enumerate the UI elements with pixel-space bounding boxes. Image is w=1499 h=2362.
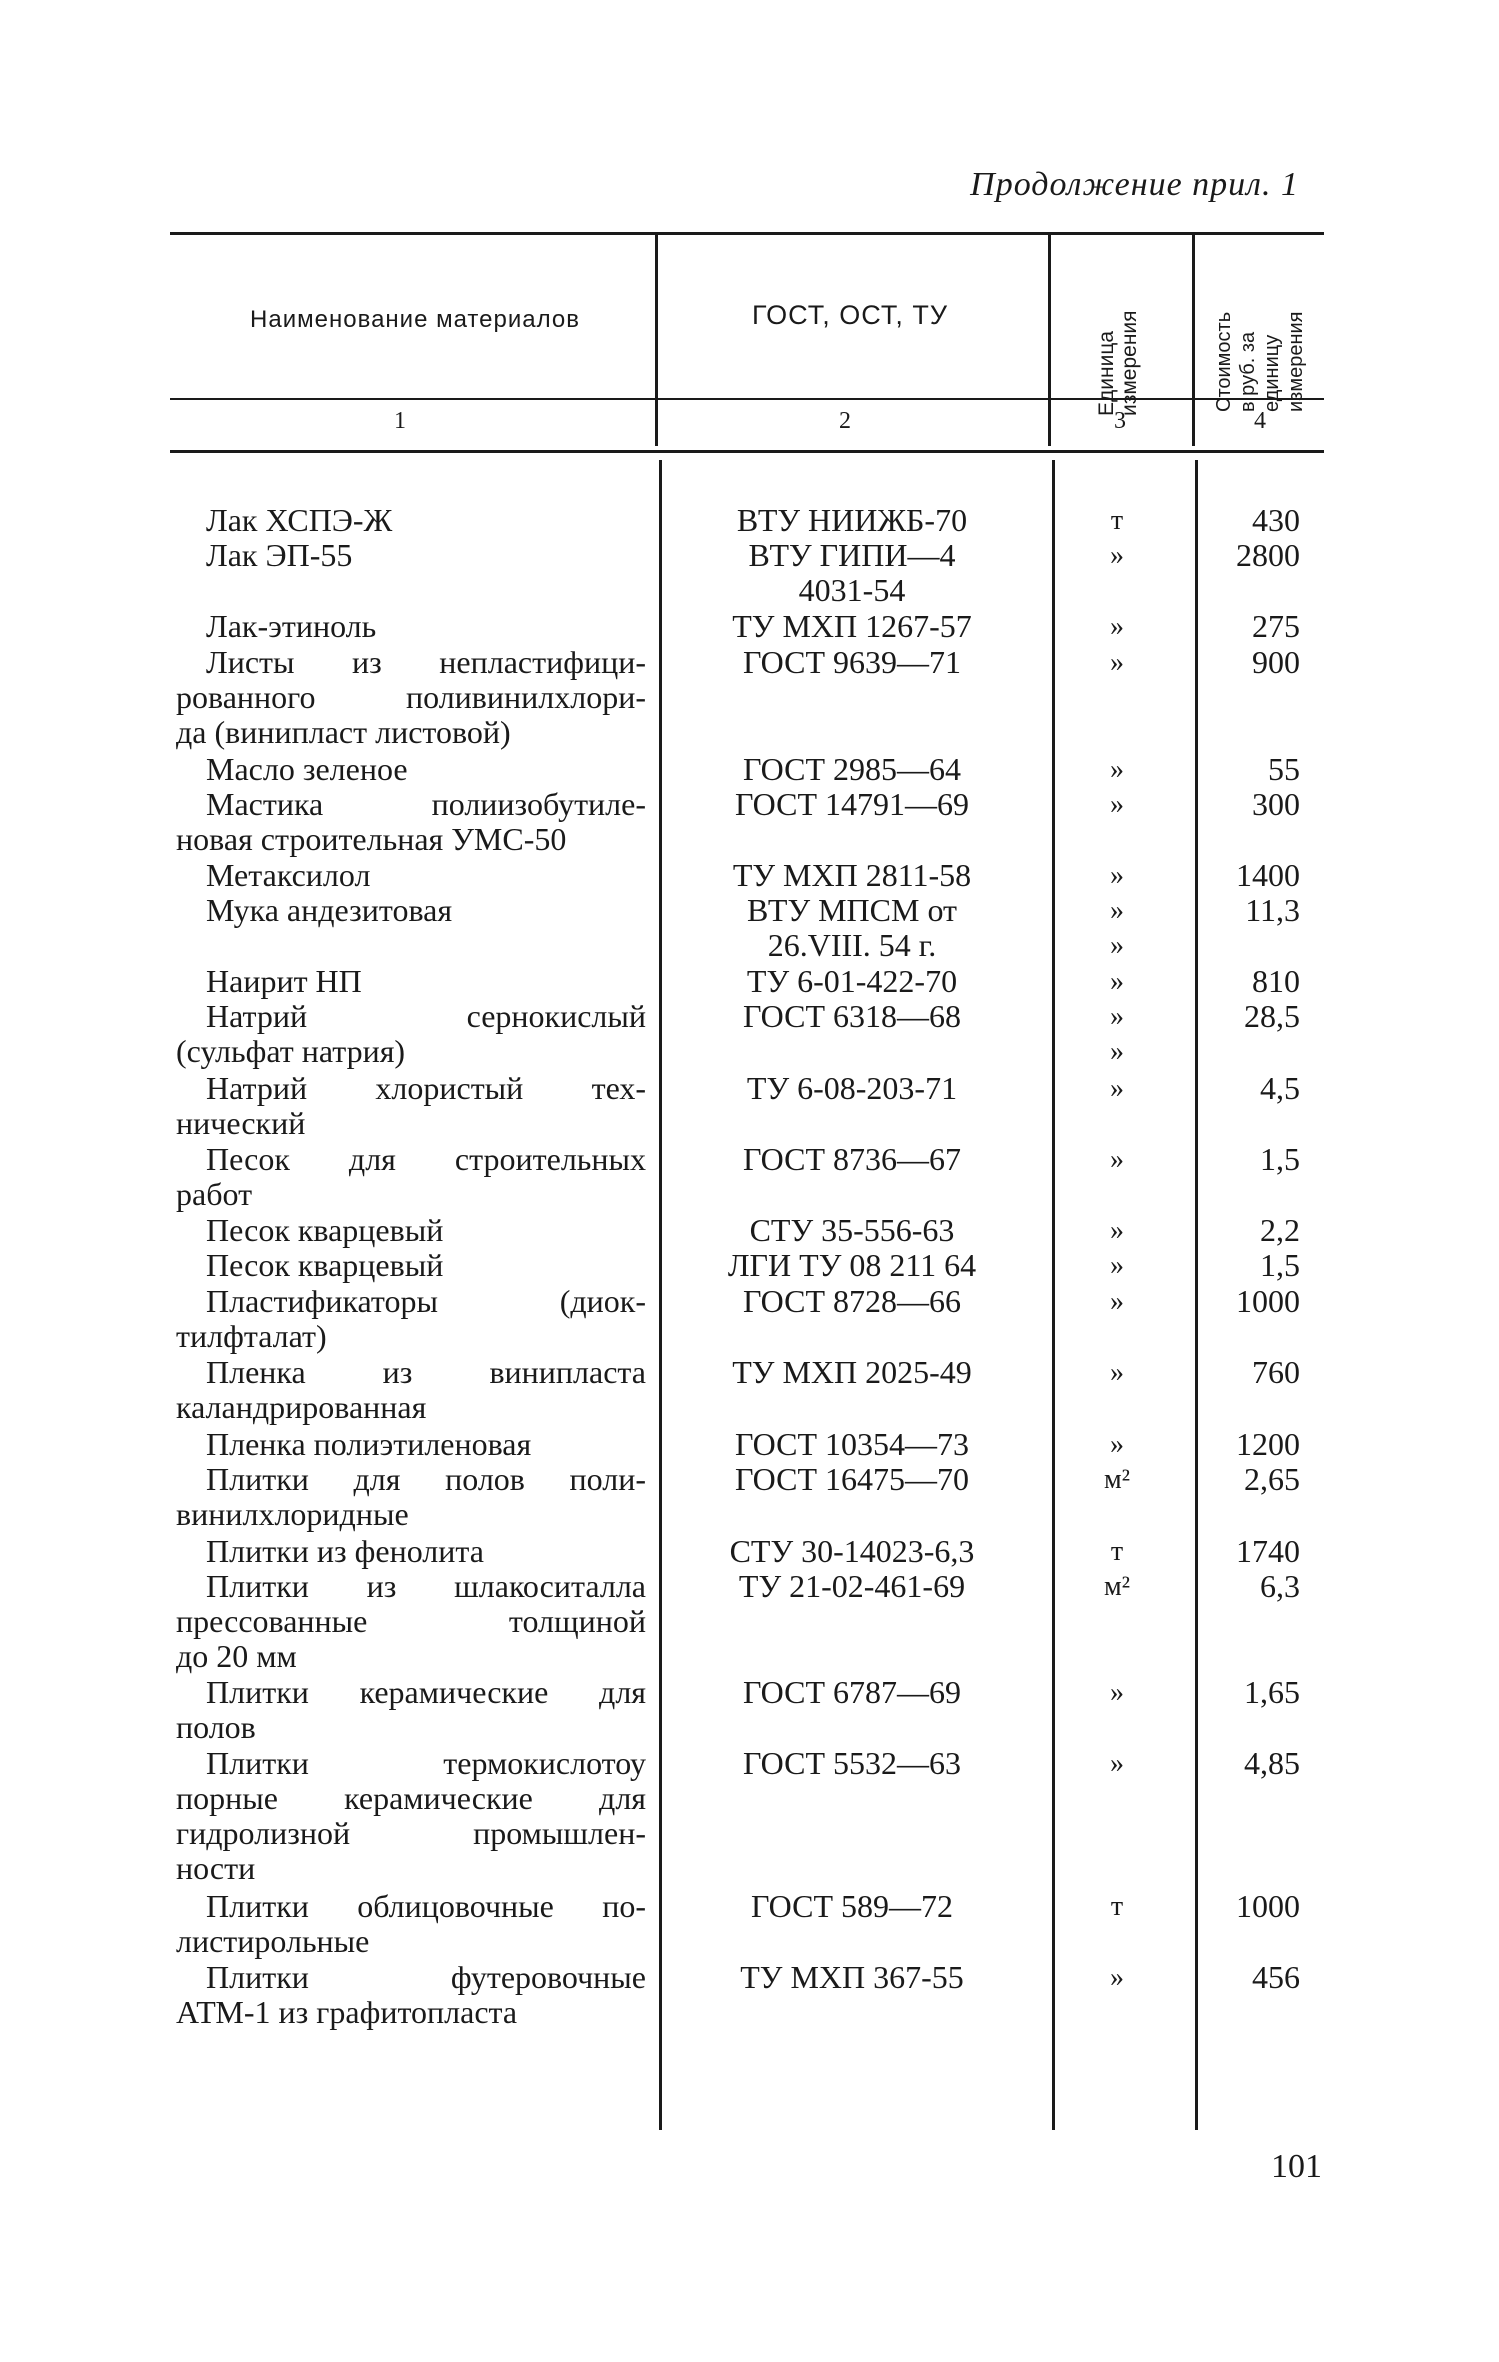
cell-name	[176, 1462, 646, 1532]
cell-unit	[1052, 503, 1182, 538]
unit-line: »	[1110, 540, 1124, 571]
cell-name	[176, 609, 646, 644]
name-line: Пленка полиэтиленовая	[206, 1426, 532, 1462]
unit-line: »	[1110, 860, 1124, 891]
cell-gost	[662, 1284, 1042, 1319]
price-line: 810	[1252, 963, 1300, 999]
cell-unit	[1052, 609, 1182, 644]
gost-line: ГОСТ 6318—68	[742, 998, 962, 1034]
cell-gost	[662, 964, 1042, 999]
header-price-line: единицу	[1261, 334, 1283, 412]
cell-name	[176, 1248, 646, 1283]
name-line: работ	[176, 1176, 253, 1212]
body-divider-3	[1195, 460, 1198, 2130]
cell-name	[176, 1213, 646, 1248]
name-line: винилхлоридные	[176, 1496, 409, 1532]
cell-gost	[662, 1569, 1042, 1604]
column-number-1: 1	[394, 408, 406, 434]
name-line: Песок кварцевый	[206, 1212, 444, 1248]
name-line: Плитки из фенолита	[206, 1533, 484, 1569]
gost-line: ТУ МХП 1267-57	[732, 608, 972, 644]
name-line: Плитки облицовочные по-	[206, 1888, 646, 1924]
gost-line: ТУ 6-01-422-70	[746, 963, 958, 999]
name-line: Натрий хлористый тех-	[206, 1070, 646, 1106]
cell-gost	[662, 999, 1042, 1034]
header-unit-line: Единица	[1095, 330, 1118, 416]
name-line: новая строительная УМС-50	[176, 821, 567, 857]
column-number-4: 4	[1254, 408, 1266, 434]
gost-line: ГОСТ 10354—73	[734, 1426, 970, 1462]
name-line: полов	[176, 1709, 256, 1745]
gost-line: СТУ 30-14023-6,3	[729, 1533, 975, 1569]
cell-price	[1200, 1355, 1300, 1390]
unit-line: »	[1110, 1429, 1124, 1460]
price-line: 275	[1252, 608, 1300, 644]
cell-name	[176, 1284, 646, 1354]
cell-unit	[1052, 1889, 1182, 1924]
unit-line: т	[1110, 505, 1124, 536]
unit-line: »	[1110, 1748, 1124, 1779]
gost-line: ТУ 21-02-461-69	[738, 1568, 966, 1604]
cell-unit	[1052, 1284, 1182, 1319]
name-line: до 20 мм	[176, 1638, 297, 1674]
unit-line: »	[1110, 1073, 1124, 1104]
price-line: 430	[1252, 502, 1300, 538]
cell-gost	[662, 1427, 1042, 1462]
price-line: 28,5	[1244, 998, 1300, 1034]
price-line: 1400	[1236, 857, 1300, 893]
cell-unit	[1052, 964, 1182, 999]
cell-name	[176, 1071, 646, 1141]
cell-name	[176, 1746, 646, 1886]
price-line: 4,85	[1244, 1745, 1300, 1781]
cell-price	[1200, 1248, 1300, 1283]
gost-line: ГОСТ 8736—67	[742, 1141, 962, 1177]
cell-name	[176, 787, 646, 857]
gost-line: ГОСТ 5532—63	[742, 1745, 962, 1781]
price-line: 1,5	[1260, 1141, 1300, 1177]
table-top-rule	[170, 232, 1324, 235]
price-line: 1200	[1236, 1426, 1300, 1462]
unit-line: »	[1110, 1962, 1124, 1993]
cell-price	[1200, 609, 1300, 644]
header-price-line: Стоимость	[1213, 311, 1235, 412]
cell-price	[1200, 1142, 1300, 1177]
name-line: Плитки для полов поли-	[206, 1461, 646, 1497]
cell-price	[1200, 538, 1300, 573]
unit-line: т	[1110, 1536, 1124, 1567]
cell-unit	[1052, 1746, 1182, 1781]
price-line: 2,65	[1244, 1461, 1300, 1497]
cell-price	[1200, 964, 1300, 999]
cell-name	[176, 1355, 646, 1425]
cell-name	[176, 1675, 646, 1745]
name-line: Мастика полиизобутиле-	[206, 786, 646, 822]
cell-price	[1200, 1284, 1300, 1319]
price-line: 2800	[1236, 537, 1300, 573]
gost-line: ГОСТ 589—72	[750, 1888, 954, 1924]
name-line: порные керамические для	[176, 1780, 646, 1816]
price-line: 1,5	[1260, 1247, 1300, 1283]
price-line: 6,3	[1260, 1568, 1300, 1604]
name-line: Песок для строительных	[206, 1141, 646, 1177]
gost-line: ТУ МХП 367-55	[740, 1959, 964, 1995]
continuation-label: Продолжение прил. 1	[970, 166, 1299, 203]
cell-gost	[662, 503, 1042, 538]
cell-gost	[662, 1675, 1042, 1710]
header-price-line: измерения	[1285, 311, 1307, 412]
cell-unit	[1052, 1071, 1182, 1106]
name-line: ности	[176, 1850, 256, 1886]
unit-line: »	[1110, 1677, 1124, 1708]
name-line: Пластификаторы (диок-	[206, 1283, 646, 1319]
cell-gost	[662, 645, 1042, 680]
column-divider-1	[655, 234, 658, 446]
unit-line: »	[1110, 1286, 1124, 1317]
header-gost: ГОСТ, ОСТ, ТУ	[752, 300, 948, 330]
name-line: Лак ХСПЭ-Ж	[206, 502, 393, 538]
cell-unit	[1052, 752, 1182, 787]
name-line: гидролизной промышлен-	[176, 1815, 646, 1851]
cell-price	[1200, 1960, 1300, 1995]
gost-line: ТУ МХП 2025-49	[732, 1354, 972, 1390]
cell-unit	[1052, 538, 1182, 573]
price-line: 4,5	[1260, 1070, 1300, 1106]
cell-gost	[662, 1142, 1042, 1177]
cell-gost	[662, 752, 1042, 787]
price-line: 2,2	[1260, 1212, 1300, 1248]
unit-line: »	[1110, 966, 1124, 997]
cell-price	[1200, 1213, 1300, 1248]
cell-name	[176, 1569, 646, 1674]
cell-gost	[662, 1534, 1042, 1569]
cell-unit	[1052, 1569, 1182, 1604]
name-line: нический	[176, 1105, 306, 1141]
cell-price	[1200, 1569, 1300, 1604]
cell-name	[176, 752, 646, 787]
header-price	[1212, 222, 1310, 412]
unit-line: т	[1110, 1891, 1124, 1922]
cell-gost	[662, 1213, 1042, 1248]
gost-line: ЛГИ ТУ 08 211 64	[727, 1247, 977, 1283]
unit-line: »	[1110, 930, 1124, 961]
gost-line: ГОСТ 9639—71	[742, 644, 962, 680]
cell-gost	[662, 1960, 1042, 1995]
cell-price	[1200, 1534, 1300, 1569]
gost-line: ГОСТ 8728—66	[742, 1283, 962, 1319]
cell-unit	[1052, 858, 1182, 893]
cell-price	[1200, 1071, 1300, 1106]
cell-name	[176, 1960, 646, 2030]
unit-line: »	[1110, 1250, 1124, 1281]
cell-price	[1200, 858, 1300, 893]
gost-line: ГОСТ 16475—70	[734, 1461, 970, 1497]
cell-name	[176, 893, 646, 928]
unit-line: »	[1110, 1357, 1124, 1388]
name-line: Плитки термокислотоу	[206, 1745, 646, 1781]
name-line: тилфталат)	[176, 1318, 327, 1354]
unit-line: »	[1110, 1001, 1124, 1032]
cell-price	[1200, 999, 1300, 1034]
price-line: 1000	[1236, 1283, 1300, 1319]
gost-line: СТУ 35-556-63	[749, 1212, 955, 1248]
cell-unit	[1052, 1427, 1182, 1462]
cell-gost	[662, 1071, 1042, 1106]
cell-unit	[1052, 1534, 1182, 1569]
name-line: каландрированная	[176, 1389, 427, 1425]
cell-name	[176, 1889, 646, 1959]
name-line: Лак ЭП-55	[206, 537, 353, 573]
cell-gost	[662, 787, 1042, 822]
column-divider-2	[1048, 234, 1051, 446]
price-line: 1740	[1236, 1533, 1300, 1569]
gost-line: ГОСТ 6787—69	[742, 1674, 962, 1710]
unit-line: »	[1110, 611, 1124, 642]
cell-price	[1200, 645, 1300, 680]
price-line: 760	[1252, 1354, 1300, 1390]
unit-line: »	[1110, 1036, 1124, 1067]
header-price-line: в руб. за	[1237, 331, 1259, 412]
name-line: Метаксилол	[206, 857, 371, 893]
cell-unit	[1052, 645, 1182, 680]
column-number-2: 2	[839, 408, 851, 434]
column-divider-3	[1192, 234, 1195, 446]
cell-unit	[1052, 1960, 1182, 1995]
name-line: рованного поливинилхлори-	[176, 679, 646, 715]
cell-gost	[662, 1248, 1042, 1283]
page-number: 101	[1271, 2148, 1322, 2185]
unit-line: м²	[1103, 1464, 1131, 1495]
gost-line: ВТУ НИИЖБ-70	[736, 502, 968, 538]
cell-unit	[1052, 1462, 1182, 1497]
cell-name	[176, 538, 646, 573]
name-line: листирольные	[176, 1923, 370, 1959]
cell-unit	[1052, 1675, 1182, 1710]
cell-name	[176, 858, 646, 893]
gost-line: ГОСТ 2985—64	[742, 751, 962, 787]
cell-price	[1200, 503, 1300, 538]
name-line: Наирит НП	[206, 963, 362, 999]
cell-price	[1200, 1462, 1300, 1497]
name-line: Плитки из шлакоситалла	[206, 1568, 646, 1604]
gost-line: 4031-54	[798, 572, 906, 608]
name-line: АТМ-1 из графитопласта	[176, 1994, 518, 2030]
gost-line: ВТУ ГИПИ—4	[748, 537, 956, 573]
cell-unit	[1052, 893, 1182, 963]
unit-line: »	[1110, 754, 1124, 785]
gost-line: ВТУ МПСМ от	[746, 892, 958, 928]
cell-gost	[662, 1746, 1042, 1781]
cell-price	[1200, 1427, 1300, 1462]
unit-line: »	[1110, 895, 1124, 926]
name-line: Натрий сернокислый	[206, 998, 646, 1034]
price-line: 300	[1252, 786, 1300, 822]
cell-gost	[662, 1889, 1042, 1924]
name-line: Мука андезитовая	[206, 892, 453, 928]
header-unit	[1095, 226, 1145, 416]
column-number-3: 3	[1114, 408, 1126, 434]
name-line: Лак-этиноль	[206, 608, 377, 644]
price-line: 11,3	[1245, 892, 1300, 928]
gost-line: ТУ 6-08-203-71	[746, 1070, 958, 1106]
cell-gost	[662, 538, 1042, 608]
gost-line: 26.VIII. 54 г.	[767, 927, 937, 963]
name-line: да (винипласт листовой)	[176, 714, 511, 750]
cell-price	[1200, 1746, 1300, 1781]
unit-line: »	[1110, 1215, 1124, 1246]
unit-line: »	[1110, 1144, 1124, 1175]
cell-unit	[1052, 1248, 1182, 1283]
name-line: Масло зеленое	[206, 751, 408, 787]
name-line: прессованные толщиной	[176, 1603, 646, 1639]
cell-unit	[1052, 1213, 1182, 1248]
cell-price	[1200, 752, 1300, 787]
cell-gost	[662, 893, 1042, 963]
price-line: 1,65	[1244, 1674, 1300, 1710]
cell-unit	[1052, 1355, 1182, 1390]
unit-line: »	[1110, 789, 1124, 820]
cell-unit	[1052, 999, 1182, 1069]
header-unit-line: измерения	[1118, 310, 1141, 416]
header-bottom-rule	[170, 398, 1324, 400]
cell-name	[176, 999, 646, 1069]
cell-price	[1200, 1675, 1300, 1710]
unit-line: »	[1110, 647, 1124, 678]
price-line: 900	[1252, 644, 1300, 680]
cell-gost	[662, 1355, 1042, 1390]
gost-line: ТУ МХП 2811-58	[732, 857, 972, 893]
cell-gost	[662, 1462, 1042, 1497]
name-line: Листы из непластифици-	[206, 644, 646, 680]
name-line: (сульфат натрия)	[176, 1033, 406, 1069]
cell-unit	[1052, 1142, 1182, 1177]
cell-name	[176, 964, 646, 999]
cell-name	[176, 1427, 646, 1462]
price-line: 1000	[1236, 1888, 1300, 1924]
cell-name	[176, 503, 646, 538]
gost-line: ГОСТ 14791—69	[734, 786, 970, 822]
cell-price	[1200, 893, 1300, 928]
unit-line: м²	[1103, 1571, 1131, 1602]
cell-name	[176, 1534, 646, 1569]
header-material-name: Наименование материалов	[250, 306, 580, 333]
price-line: 456	[1252, 1959, 1300, 1995]
cell-price	[1200, 1889, 1300, 1924]
name-line: Плитки керамические для	[206, 1674, 646, 1710]
cell-price	[1200, 787, 1300, 822]
cell-gost	[662, 609, 1042, 644]
name-line: Плитки футеровочные	[206, 1959, 646, 1995]
column-numbers-rule	[170, 450, 1324, 453]
name-line: Пленка из винипласта	[206, 1354, 646, 1390]
cell-name	[176, 1142, 646, 1212]
price-line: 55	[1268, 751, 1300, 787]
name-line: Песок кварцевый	[206, 1247, 444, 1283]
cell-unit	[1052, 787, 1182, 822]
cell-gost	[662, 858, 1042, 893]
cell-name	[176, 645, 646, 750]
